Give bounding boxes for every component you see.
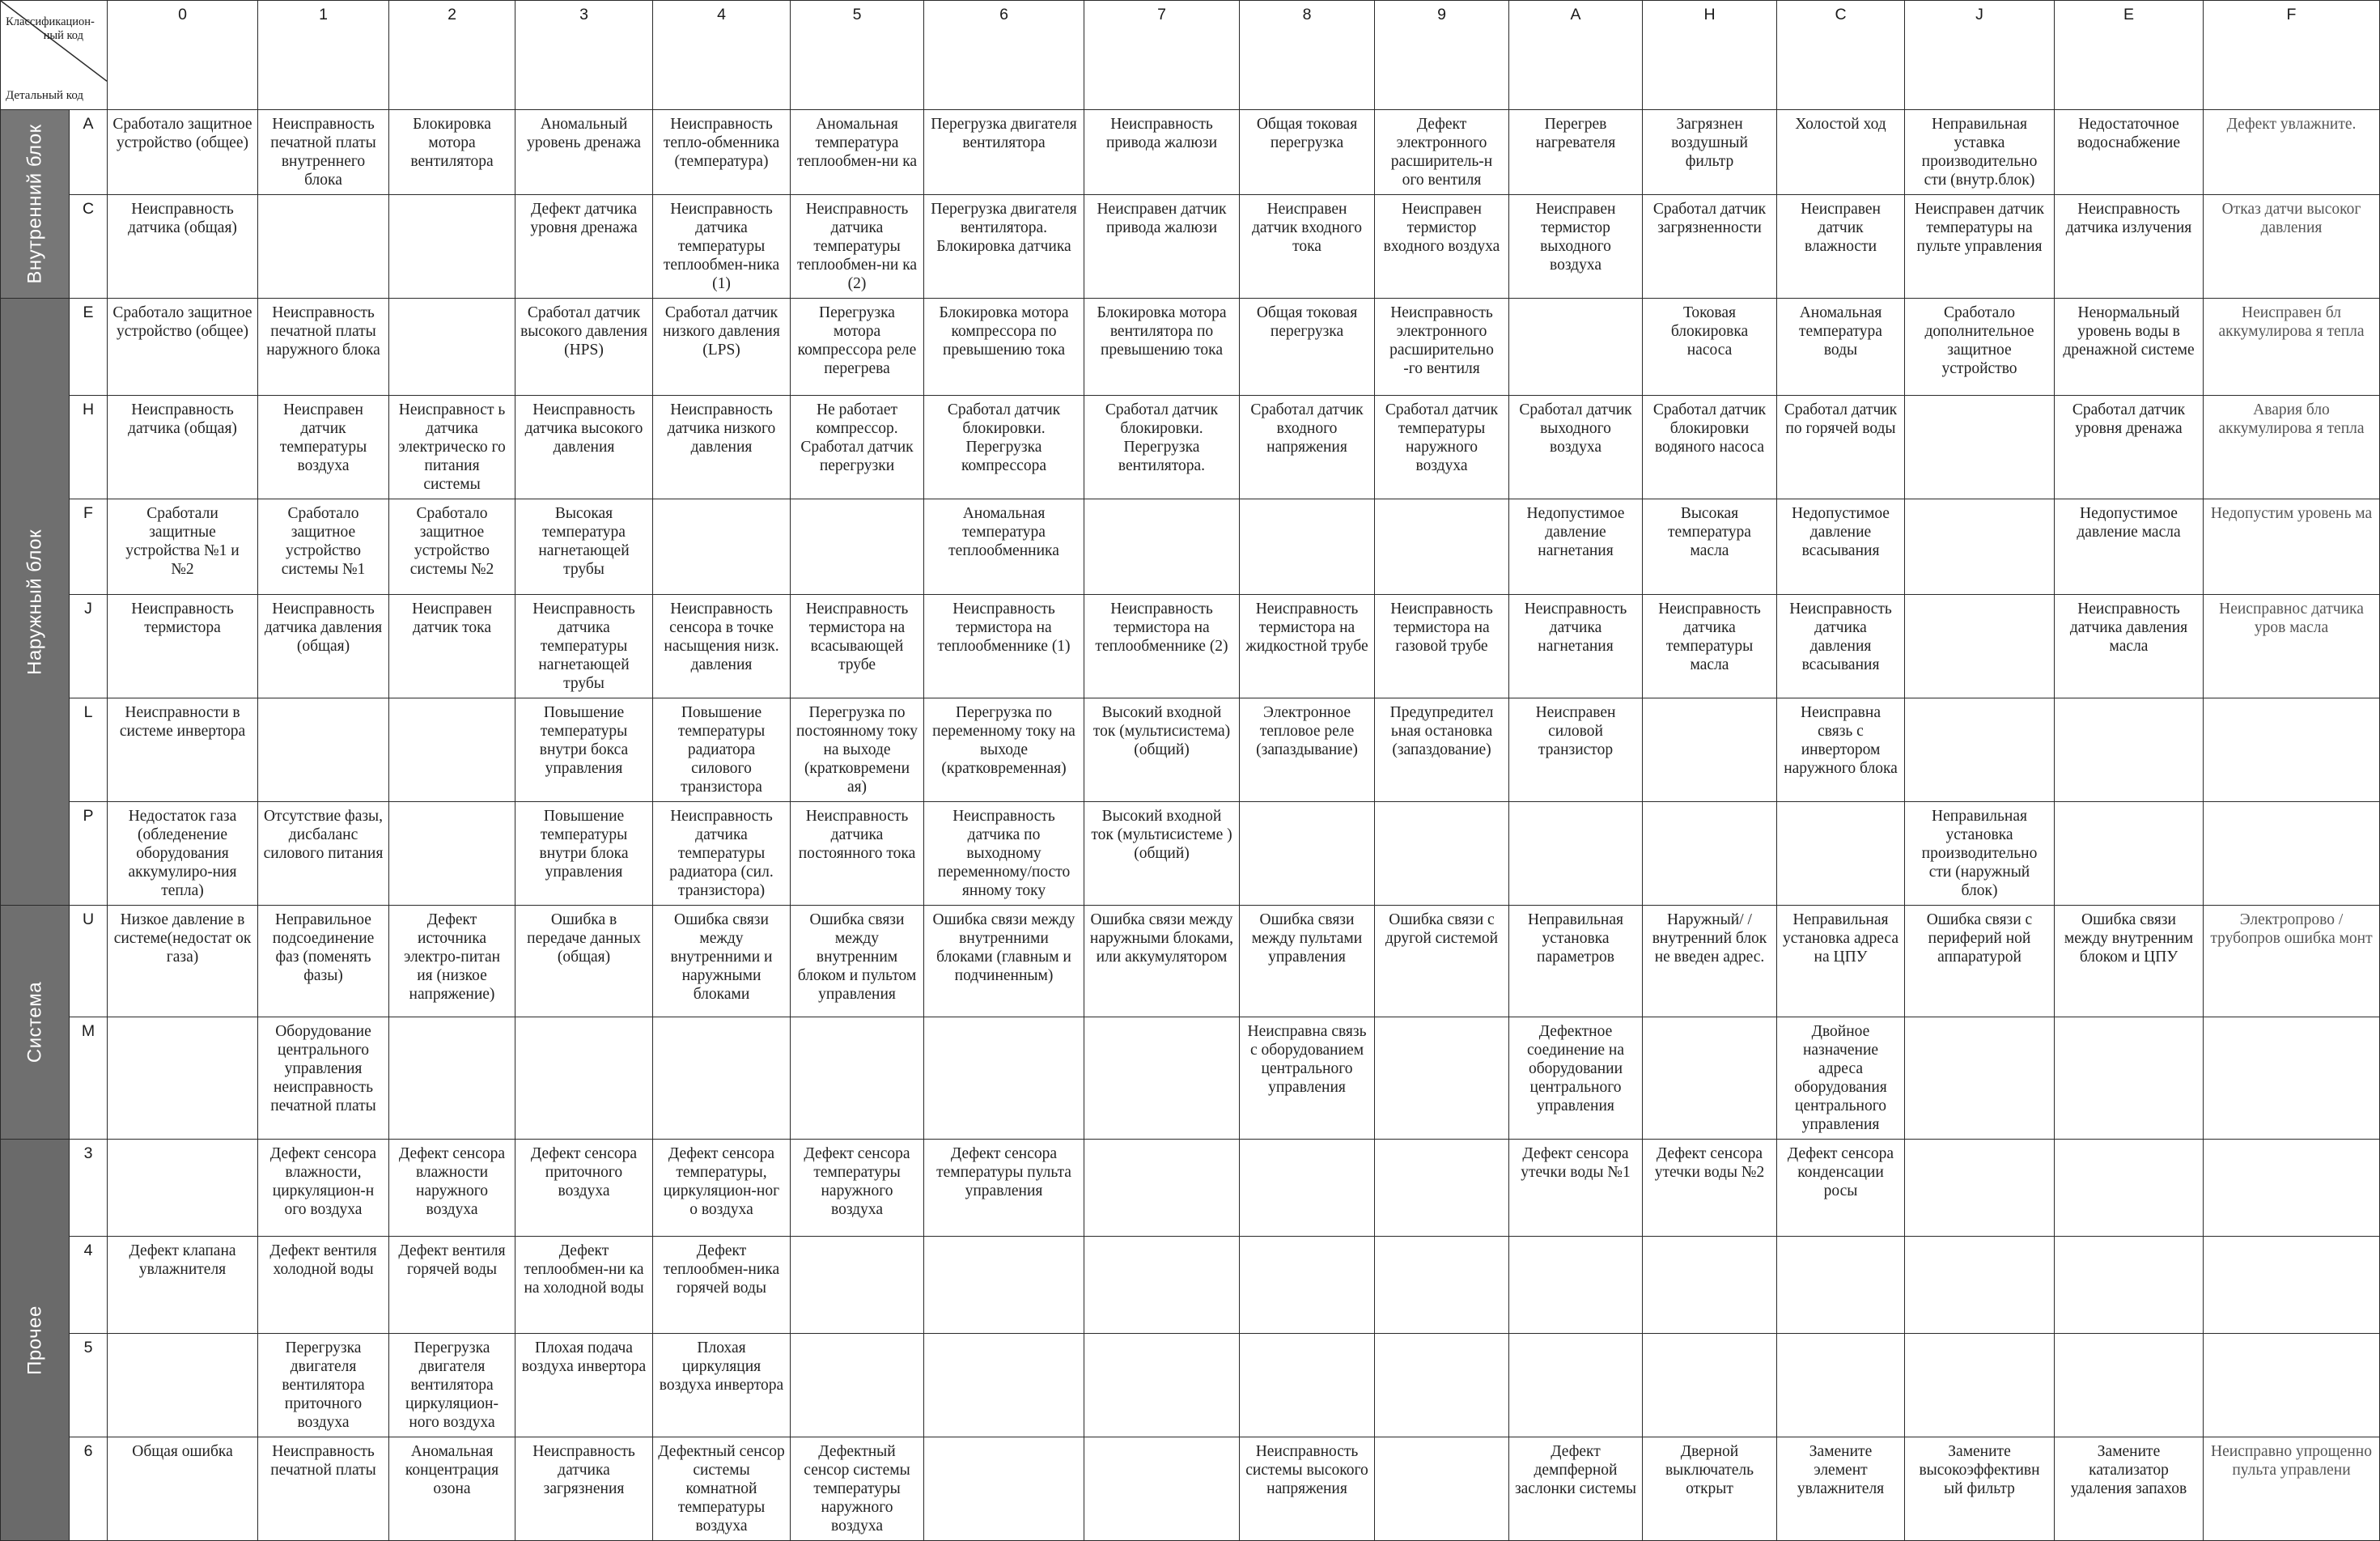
error-description-cell: Неисправность датчика температуры нагнетающей трубы: [515, 595, 653, 698]
error-description-cell: Холостой ход: [1777, 110, 1905, 195]
error-description-cell: [1375, 1017, 1509, 1140]
error-description-cell: Сработал датчик температуры наружного воздуха: [1375, 396, 1509, 499]
error-description-cell: Неправильная уставка производительно сти (внутр.блок): [1905, 110, 2055, 195]
error-description-cell: Сработал датчик блокировки. Перегрузка вентилятора.: [1084, 396, 1240, 499]
error-description-cell: Неисправность термистора на теплообменнике (2): [1084, 595, 1240, 698]
error-description-cell: Неисправен датчик привода жалюзи: [1084, 195, 1240, 299]
error-description-cell: Перегрузка мотора компрессора реле перегрева: [791, 299, 924, 396]
error-description-cell: Повышение температуры радиатора силового транзистора: [653, 698, 791, 802]
error-description-cell: [1905, 1017, 2055, 1140]
row-code: E: [70, 299, 108, 396]
error-description-cell: [791, 1017, 924, 1140]
row-code: 3: [70, 1140, 108, 1237]
error-description-cell: [2055, 1237, 2204, 1334]
error-description-cell: [1084, 1140, 1240, 1237]
error-description-cell: Дефект сенсора влажности, циркуляцион-н ого воздуха: [258, 1140, 389, 1237]
error-description-cell: [2055, 1334, 2204, 1437]
error-description-cell: Неисправность датчика (общая): [108, 396, 258, 499]
column-header: 8: [1240, 1, 1375, 110]
error-description-cell: Неисправность термистора: [108, 595, 258, 698]
error-description-cell: Сработали защитные устройства №1 и №2: [108, 499, 258, 595]
error-description-cell: [924, 1017, 1084, 1140]
error-description-cell: Дефект теплообмен-ника горячей воды: [653, 1237, 791, 1334]
group-label-cell: [1, 110, 70, 299]
error-description-cell: Неисправен силовой транзистор: [1509, 698, 1643, 802]
error-description-cell: [2204, 698, 2380, 802]
error-description-cell: Дефект демпферной заслонки системы: [1509, 1437, 1643, 1541]
error-description-cell: Неисправен датчик температуры на пульте управления: [1905, 195, 2055, 299]
row-code: C: [70, 195, 108, 299]
error-description-cell: Неисправности в системе инвертора: [108, 698, 258, 802]
error-description-cell: Аномальная температура теплообмен-ни ка: [791, 110, 924, 195]
error-description-cell: [1905, 595, 2055, 698]
error-description-cell: Сработало защитное устройство (общее): [108, 110, 258, 195]
error-description-cell: Ошибка связи между внутренним блоком и пультом управления: [791, 906, 924, 1017]
column-header: 7: [1084, 1, 1240, 110]
column-header: 1: [258, 1, 389, 110]
error-description-cell: [389, 698, 515, 802]
error-description-cell: Сработал датчик блокировки водяного насоса: [1643, 396, 1777, 499]
error-description-cell: [1643, 1334, 1777, 1437]
corner-header: [1, 1, 108, 110]
error-description-cell: Высокая температура масла: [1643, 499, 1777, 595]
error-description-cell: Сработал датчик выходного воздуха: [1509, 396, 1643, 499]
column-header: A: [1509, 1, 1643, 110]
error-description-cell: Сработало защитное устройство системы №1: [258, 499, 389, 595]
error-description-cell: Токовая блокировка насоса: [1643, 299, 1777, 396]
table-row: [1, 906, 2380, 1017]
error-description-cell: [1084, 1237, 1240, 1334]
error-description-cell: [1777, 1334, 1905, 1437]
error-description-cell: Ошибка связи между внутренними блоками (главным и подчиненным): [924, 906, 1084, 1017]
error-description-cell: Дефект источника электро-питан ия (низкое напряжение): [389, 906, 515, 1017]
column-header: 9: [1375, 1, 1509, 110]
column-header: 3: [515, 1, 653, 110]
column-header: 4: [653, 1, 791, 110]
corner-detail-label: Детальный код: [6, 89, 84, 102]
error-description-cell: Дефект сенсора утечки воды №1: [1509, 1140, 1643, 1237]
row-code: 4: [70, 1237, 108, 1334]
error-description-cell: Ошибка в передаче данных (общая): [515, 906, 653, 1017]
error-description-cell: Замените катализатор удаления запахов: [2055, 1437, 2204, 1541]
error-description-cell: Высокий входной ток (мультисистема) (общий): [1084, 698, 1240, 802]
error-description-cell: [1777, 1237, 1905, 1334]
error-description-cell: Перегрузка двигателя вентилятора приточного воздуха: [258, 1334, 389, 1437]
error-description-cell: Ошибка связи между внутренними и наружными блоками: [653, 906, 791, 1017]
error-description-cell: Дефект увлажните.: [2204, 110, 2380, 195]
error-description-cell: Сработал датчик низкого давления (LPS): [653, 299, 791, 396]
table-row: [1, 1237, 2380, 1334]
error-description-cell: [1777, 802, 1905, 906]
error-description-cell: Дефект сенсора температуры наружного воздуха: [791, 1140, 924, 1237]
table-row: [1, 802, 2380, 906]
error-description-cell: [1905, 396, 2055, 499]
error-description-cell: Перегрузка двигателя вентилятора. Блокировка датчика: [924, 195, 1084, 299]
group-label: Система: [23, 981, 46, 1063]
error-description-cell: [1084, 1437, 1240, 1541]
error-description-cell: [389, 1017, 515, 1140]
error-description-cell: [1375, 1334, 1509, 1437]
error-description-cell: [1643, 1017, 1777, 1140]
error-description-cell: [1375, 1437, 1509, 1541]
table-row: [1, 1437, 2380, 1541]
error-description-cell: Высокая температура нагнетающей трубы: [515, 499, 653, 595]
error-description-cell: [1084, 1017, 1240, 1140]
error-description-cell: [108, 1140, 258, 1237]
error-description-cell: [108, 1017, 258, 1140]
error-description-cell: [1084, 1334, 1240, 1437]
column-header: F: [2204, 1, 2380, 110]
error-description-cell: Неисправность печатной платы: [258, 1437, 389, 1541]
row-code: P: [70, 802, 108, 906]
error-description-cell: Сработал датчик по горячей воды: [1777, 396, 1905, 499]
table-row: [1, 195, 2380, 299]
error-description-cell: Не работает компрессор. Сработал датчик перегрузки: [791, 396, 924, 499]
error-description-cell: Оборудование центрального управления неисправность печатной платы: [258, 1017, 389, 1140]
error-description-cell: Недостаток газа (обледенение оборудования аккумулиро-ния тепла): [108, 802, 258, 906]
corner-classification-label: Классификацион- ный код: [6, 15, 95, 42]
column-header: H: [1643, 1, 1777, 110]
row-code: F: [70, 499, 108, 595]
error-description-cell: Аномальная температура воды: [1777, 299, 1905, 396]
error-description-cell: [924, 1334, 1084, 1437]
error-description-cell: Неправильная установка производительно сти (наружный блок): [1905, 802, 2055, 906]
table-row: [1, 1017, 2380, 1140]
error-description-cell: Неправильная установка параметров: [1509, 906, 1643, 1017]
error-description-cell: Отказ датчи высоког давления: [2204, 195, 2380, 299]
error-description-cell: Перегрузка по постоянному току на выходе (кратковремени ая): [791, 698, 924, 802]
error-description-cell: [1643, 802, 1777, 906]
error-description-cell: Неисправност ь датчика электрическо го питания системы: [389, 396, 515, 499]
error-description-cell: [653, 1017, 791, 1140]
table-row: [1, 698, 2380, 802]
error-description-cell: Загрязнен воздушный фильтр: [1643, 110, 1777, 195]
error-description-cell: [2204, 1237, 2380, 1334]
error-description-cell: Неисправно упрощенно пульта управлени: [2204, 1437, 2380, 1541]
table-row: [1, 595, 2380, 698]
error-description-cell: [1643, 1237, 1777, 1334]
error-description-cell: Плохая циркуляция воздуха инвертора: [653, 1334, 791, 1437]
column-header: C: [1777, 1, 1905, 110]
error-description-cell: Блокировка мотора вентилятора: [389, 110, 515, 195]
error-description-cell: Предупредител ьная остановка (запаздование): [1375, 698, 1509, 802]
error-description-cell: [1905, 698, 2055, 802]
error-description-cell: Замените элемент увлажнителя: [1777, 1437, 1905, 1541]
error-description-cell: Ошибка связи с другой системой: [1375, 906, 1509, 1017]
error-description-cell: Аномальная температура теплообменника: [924, 499, 1084, 595]
group-label-cell: [1, 906, 70, 1140]
column-header: J: [1905, 1, 2055, 110]
row-code: 6: [70, 1437, 108, 1541]
row-code: 5: [70, 1334, 108, 1437]
error-description-cell: Аномальная концентрация озона: [389, 1437, 515, 1541]
error-description-cell: Недостаточное водоснабжение: [2055, 110, 2204, 195]
row-code: J: [70, 595, 108, 698]
error-description-cell: Электронное тепловое реле (запаздывание): [1240, 698, 1375, 802]
error-description-cell: Перегрузка по переменному току на выходе (кратковременная): [924, 698, 1084, 802]
error-description-cell: Сработал датчик входного напряжения: [1240, 396, 1375, 499]
error-description-cell: Неисправность датчика высокого давления: [515, 396, 653, 499]
error-description-cell: [2204, 1140, 2380, 1237]
column-header: 0: [108, 1, 258, 110]
error-description-cell: Перегрев нагревателя: [1509, 110, 1643, 195]
error-description-cell: Недопустим уровень ма: [2204, 499, 2380, 595]
error-description-cell: Дефект вентиля холодной воды: [258, 1237, 389, 1334]
error-description-cell: [1643, 698, 1777, 802]
error-description-cell: [1375, 499, 1509, 595]
error-description-cell: [2055, 1017, 2204, 1140]
error-description-cell: Дефект теплообмен-ни ка на холодной воды: [515, 1237, 653, 1334]
error-description-cell: Неисправна связь с оборудованием центрального управления: [1240, 1017, 1375, 1140]
error-description-cell: Неисправность термистора на теплообменнике (1): [924, 595, 1084, 698]
error-description-cell: Сработал датчик высокого давления (HPS): [515, 299, 653, 396]
error-description-cell: Дефект сенсора конденсации росы: [1777, 1140, 1905, 1237]
error-description-cell: Неисправен датчик тока: [389, 595, 515, 698]
error-description-cell: [1375, 1237, 1509, 1334]
table-row: [1, 1334, 2380, 1437]
error-description-cell: Неисправен термистор выходного воздуха: [1509, 195, 1643, 299]
error-description-cell: Дефект сенсора температуры, циркуляцион-ног о воздуха: [653, 1140, 791, 1237]
error-description-cell: [1509, 299, 1643, 396]
group-label: Наружный блок: [23, 529, 46, 675]
error-description-cell: Дефект сенсора температуры пульта управления: [924, 1140, 1084, 1237]
error-description-cell: Неисправность датчика загрязнения: [515, 1437, 653, 1541]
error-description-cell: Неисправен термистор входного воздуха: [1375, 195, 1509, 299]
error-description-cell: Дефект клапана увлажнителя: [108, 1237, 258, 1334]
error-description-cell: Неисправность термистора на всасывающей трубе: [791, 595, 924, 698]
error-description-cell: [1375, 1140, 1509, 1237]
error-description-cell: [1375, 802, 1509, 906]
error-description-cell: [2055, 802, 2204, 906]
error-description-cell: [653, 499, 791, 595]
error-description-cell: Недопустимое давление масла: [2055, 499, 2204, 595]
error-description-cell: Дефектное соединение на оборудовании центрального управления: [1509, 1017, 1643, 1140]
error-description-cell: Общая токовая перегрузка: [1240, 110, 1375, 195]
error-description-cell: [258, 195, 389, 299]
error-description-cell: [791, 499, 924, 595]
error-description-cell: Низкое давление в системе(недостат ок газа): [108, 906, 258, 1017]
error-description-cell: Повышение температуры внутри блока управления: [515, 802, 653, 906]
error-description-cell: [389, 195, 515, 299]
error-description-cell: [791, 1237, 924, 1334]
error-description-cell: Неисправность датчика низкого давления: [653, 396, 791, 499]
error-description-cell: [1240, 1334, 1375, 1437]
error-description-cell: Дефект сенсора утечки воды №2: [1643, 1140, 1777, 1237]
error-description-cell: Сработало защитное устройство (общее): [108, 299, 258, 396]
error-description-cell: [1240, 1140, 1375, 1237]
error-description-cell: Неисправность сенсора в точке насыщения низк. давления: [653, 595, 791, 698]
error-description-cell: Сработало защитное устройство системы №2: [389, 499, 515, 595]
error-description-cell: Неисправность датчика давления масла: [2055, 595, 2204, 698]
error-description-cell: Неправильная установка адреса на ЦПУ: [1777, 906, 1905, 1017]
error-description-cell: Дефектный сенсор системы комнатной температуры воздуха: [653, 1437, 791, 1541]
row-code: A: [70, 110, 108, 195]
row-code: M: [70, 1017, 108, 1140]
header-row: [1, 1, 2380, 110]
error-description-cell: Неисправность датчика температуры теплообмен-ни ка (2): [791, 195, 924, 299]
error-description-cell: Неисправность датчика по выходному переменному/посто янному току: [924, 802, 1084, 906]
error-description-cell: Дефект вентиля горячей воды: [389, 1237, 515, 1334]
error-description-cell: [258, 698, 389, 802]
column-header: 5: [791, 1, 924, 110]
error-description-cell: Сработал датчик уровня дренажа: [2055, 396, 2204, 499]
error-description-cell: Дефект датчика уровня дренажа: [515, 195, 653, 299]
error-description-cell: Неисправность датчика давления (общая): [258, 595, 389, 698]
column-header: E: [2055, 1, 2204, 110]
error-description-cell: [1905, 1140, 2055, 1237]
error-description-cell: [1509, 1334, 1643, 1437]
error-description-cell: Неисправность привода жалюзи: [1084, 110, 1240, 195]
error-description-cell: Перегрузка двигателя вентилятора циркуляцион-ного воздуха: [389, 1334, 515, 1437]
error-description-cell: Ошибка связи между внутренним блоком и ЦПУ: [2055, 906, 2204, 1017]
error-description-cell: Неисправность датчика излучения: [2055, 195, 2204, 299]
error-description-cell: Блокировка мотора вентилятора по превышению тока: [1084, 299, 1240, 396]
error-description-cell: Неисправность печатной платы внутреннего блока: [258, 110, 389, 195]
error-description-cell: Общая ошибка: [108, 1437, 258, 1541]
error-description-cell: [1905, 499, 2055, 595]
error-description-cell: Ошибка связи между наружными блоками, или аккумулятором: [1084, 906, 1240, 1017]
error-description-cell: Неисправность термистора на жидкостной трубе: [1240, 595, 1375, 698]
error-description-cell: Неисправность датчика давления всасывания: [1777, 595, 1905, 698]
error-description-cell: Двойное назначение адреса оборудования центрального управления: [1777, 1017, 1905, 1140]
group-label: Внутренний блок: [23, 124, 46, 284]
row-code: U: [70, 906, 108, 1017]
error-description-cell: [1905, 1237, 2055, 1334]
column-header: 2: [389, 1, 515, 110]
error-description-cell: Авария бло аккумулирова я тепла: [2204, 396, 2380, 499]
error-description-cell: Неисправность системы высокого напряжения: [1240, 1437, 1375, 1541]
error-description-cell: Повышение температуры внутри бокса управления: [515, 698, 653, 802]
table-row: [1, 110, 2380, 195]
error-description-cell: Неисправность датчика температуры масла: [1643, 595, 1777, 698]
error-description-cell: [108, 1334, 258, 1437]
table-row: [1, 499, 2380, 595]
error-description-cell: Неисправность датчика (общая): [108, 195, 258, 299]
error-description-cell: [1240, 1237, 1375, 1334]
error-description-cell: Высокий входной ток (мультисистеме ) (общий): [1084, 802, 1240, 906]
error-description-cell: Ненормальный уровень воды в дренажной системе: [2055, 299, 2204, 396]
error-description-cell: Неправильное подсоединение фаз (поменять фазы): [258, 906, 389, 1017]
error-description-cell: [791, 1334, 924, 1437]
error-description-cell: Сработал датчик загрязненности: [1643, 195, 1777, 299]
group-label-cell: [1, 1140, 70, 1541]
error-description-cell: [1509, 1237, 1643, 1334]
error-description-cell: Перегрузка двигателя вентилятора: [924, 110, 1084, 195]
error-description-cell: Дефект сенсора влажности наружного воздуха: [389, 1140, 515, 1237]
table-row: [1, 1140, 2380, 1237]
error-description-cell: Неисправен датчик температуры воздуха: [258, 396, 389, 499]
error-description-cell: Замените высокоэффективн ый фильтр: [1905, 1437, 2055, 1541]
table-row: [1, 396, 2380, 499]
error-description-cell: [2204, 1334, 2380, 1437]
error-description-cell: Неисправность датчика температуры радиатора (сил. транзистора): [653, 802, 791, 906]
error-description-cell: Аномальный уровень дренажа: [515, 110, 653, 195]
error-description-cell: Неисправнос датчика уров масла: [2204, 595, 2380, 698]
error-description-cell: Дефект сенсора приточного воздуха: [515, 1140, 653, 1237]
error-description-cell: [924, 1237, 1084, 1334]
error-description-cell: Неисправность термистора на газовой трубе: [1375, 595, 1509, 698]
error-description-cell: Дефектный сенсор системы температуры наружного воздуха: [791, 1437, 924, 1541]
error-description-cell: Плохая подача воздуха инвертора: [515, 1334, 653, 1437]
error-description-cell: [2055, 698, 2204, 802]
row-code: L: [70, 698, 108, 802]
error-description-cell: Ошибка связи с периферий ной аппаратурой: [1905, 906, 2055, 1017]
error-description-cell: Недопустимое давление всасывания: [1777, 499, 1905, 595]
error-description-cell: [2204, 802, 2380, 906]
error-description-cell: Электропрово / трубопров ошибка монт: [2204, 906, 2380, 1017]
error-description-cell: Ошибка связи между пультами управления: [1240, 906, 1375, 1017]
error-description-cell: Неисправен датчик входного тока: [1240, 195, 1375, 299]
error-description-cell: [515, 1017, 653, 1140]
error-description-cell: [1240, 802, 1375, 906]
error-description-cell: [1084, 499, 1240, 595]
error-description-cell: [2204, 1017, 2380, 1140]
error-description-cell: Неисправность датчика температуры теплообмен-ника (1): [653, 195, 791, 299]
error-description-cell: Неисправность датчика постоянного тока: [791, 802, 924, 906]
error-description-cell: [389, 299, 515, 396]
error-description-cell: Блокировка мотора компрессора по превышению тока: [924, 299, 1084, 396]
error-description-cell: [2055, 1140, 2204, 1237]
error-description-cell: Недопустимое давление нагнетания: [1509, 499, 1643, 595]
table-row: [1, 299, 2380, 396]
error-description-cell: Наружный/ /внутренний блок не введен адрес.: [1643, 906, 1777, 1017]
group-label-cell: [1, 299, 70, 906]
error-description-cell: [1240, 499, 1375, 595]
error-description-cell: Неисправность тепло-обменника (температура): [653, 110, 791, 195]
error-description-cell: [1509, 802, 1643, 906]
error-description-cell: Неисправность датчика нагнетания: [1509, 595, 1643, 698]
column-header: 6: [924, 1, 1084, 110]
group-label: Прочее: [23, 1305, 46, 1375]
error-description-cell: Дефект электронного расширитель-н ого вентиля: [1375, 110, 1509, 195]
error-description-cell: Сработало дополнительное защитное устройство: [1905, 299, 2055, 396]
error-description-cell: Неисправен бл аккумулирова я тепла: [2204, 299, 2380, 396]
error-description-cell: Отсутствие фазы, дисбаланс силового питания: [258, 802, 389, 906]
error-description-cell: Неисправность электронного расширительно -го вентиля: [1375, 299, 1509, 396]
error-description-cell: [924, 1437, 1084, 1541]
error-description-cell: Неисправность печатной платы наружного блока: [258, 299, 389, 396]
error-description-cell: Неисправен датчик влажности: [1777, 195, 1905, 299]
error-description-cell: Сработал датчик блокировки. Перегрузка компрессора: [924, 396, 1084, 499]
error-description-cell: Дверной выключатель открыт: [1643, 1437, 1777, 1541]
error-description-cell: Неисправна связь с инвертором наружного блока: [1777, 698, 1905, 802]
error-description-cell: [389, 802, 515, 906]
row-code: H: [70, 396, 108, 499]
error-description-cell: [1905, 1334, 2055, 1437]
error-description-cell: Общая токовая перегрузка: [1240, 299, 1375, 396]
